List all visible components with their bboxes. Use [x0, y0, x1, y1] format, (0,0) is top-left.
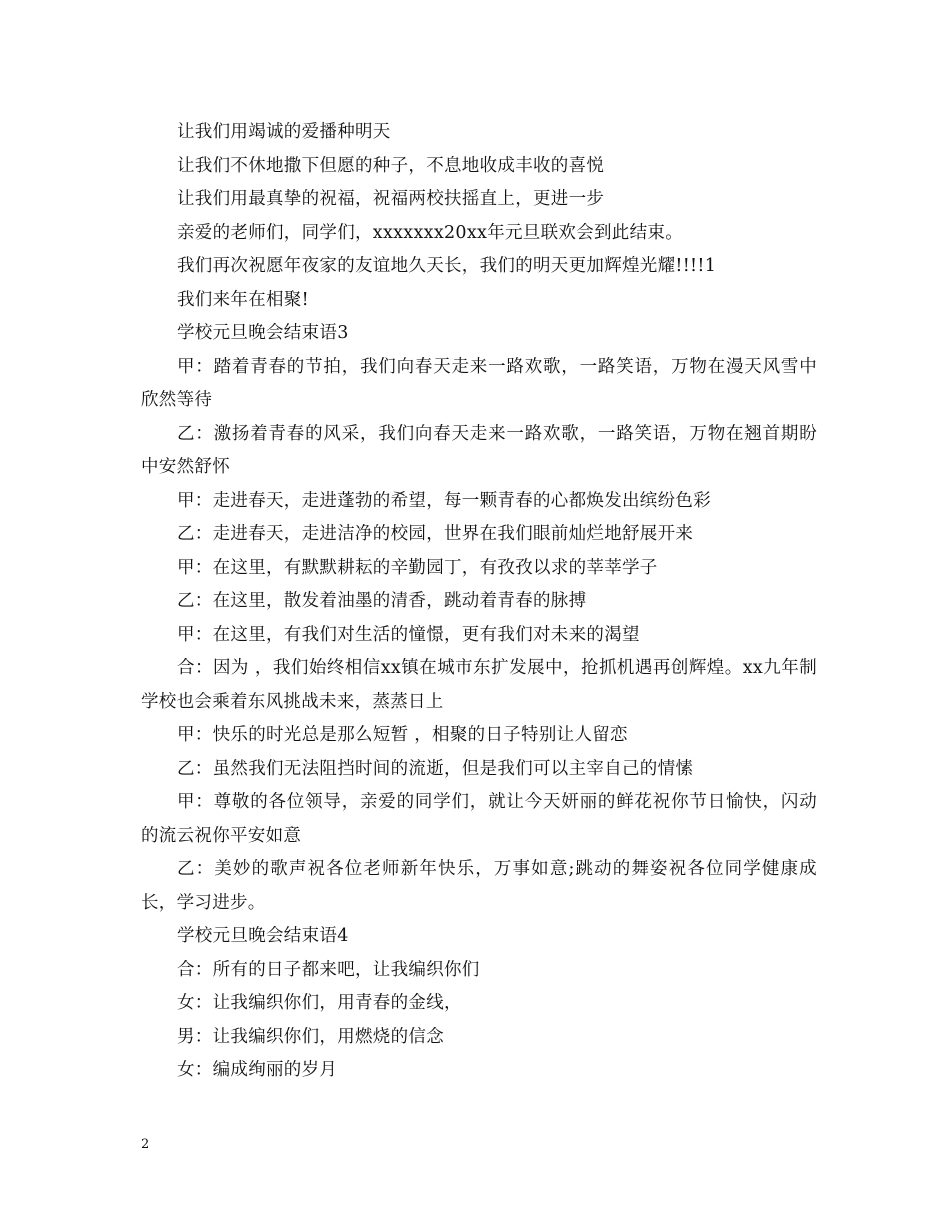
paragraph: 乙：虽然我们无法阻挡时间的流逝，但是我们可以主宰自己的情愫 — [177, 758, 694, 779]
paragraph: 男：让我编织你们，用燃烧的信念 — [177, 1026, 444, 1047]
paragraph: 甲：在这里，有我们对生活的憧憬，更有我们对未来的渴望 — [177, 624, 640, 645]
paragraph: 甲：走进春天，走进蓬勃的希望，每一颗青春的心都焕发出缤纷色彩 — [177, 490, 711, 511]
paragraph: 甲：快乐的时光总是那么短暂 ，相聚的日子特别让人留恋 — [177, 725, 628, 745]
paragraph: 我们再次祝愿年夜家的友谊地久天长，我们的明天更加辉煌光耀!!!!1 — [177, 256, 717, 276]
section-heading: 学校元旦晚会结束语4 — [177, 926, 349, 946]
paragraph: 甲：踏着青春的节拍，我们向春天走来一路欢歌，一路笑语，万物在漫天风雪中欣然等待 — [141, 356, 817, 410]
document-body — [141, 116, 817, 1088]
paragraph: 女：让我编织你们，用青春的金线， — [177, 993, 462, 1013]
paragraph: 合：所有的日子都来吧，让我编织你们 — [177, 959, 480, 980]
paragraph: 我们来年在相聚! — [177, 289, 309, 310]
paragraph: 合：因为 ，我们始终相信xx镇在城市东扩发展中，抢抓机遇再创辉煌。xx九年制学校也会乘着东风挑战未来，蒸蒸日上 — [141, 658, 817, 712]
paragraph: 乙：在这里，散发着油墨的清香，跳动着青春的脉搏 — [177, 591, 587, 611]
paragraph: 让我们不休地撒下但愿的种子，不息地收成丰收的喜悦 — [177, 155, 605, 176]
paragraph: 亲爱的老师们，同学们，xxxxxxx20xx年元旦联欢会到此结束。 — [177, 222, 683, 243]
page-number: 2 — [141, 1137, 150, 1152]
section-heading: 学校元旦晚会结束语3 — [177, 323, 349, 343]
paragraph: 甲：尊敬的各位领导，亲爱的同学们，就让今天妍丽的鲜花祝你节日愉快，闪动的流云祝你平安如意 — [141, 792, 817, 846]
paragraph: 乙：走进春天，走进洁净的校园，世界在我们眼前灿烂地舒展开来 — [177, 524, 694, 544]
paragraph: 女：编成绚丽的岁月 — [177, 1060, 338, 1080]
paragraph: 甲：在这里，有默默耕耘的辛勤园丁，有孜孜以求的莘莘学子 — [177, 557, 658, 578]
paragraph: 乙：美妙的歌声祝各位老师新年快乐，万事如意;跳动的舞姿祝各位同学健康成长，学习进步。 — [141, 859, 817, 913]
paragraph: 乙：激扬着青春的风采，我们向春天走来一路欢歌，一路笑语，万物在翘首期盼中安然舒怀 — [141, 423, 817, 477]
paragraph: 让我们用竭诚的爱播种明天 — [177, 122, 391, 142]
paragraph: 让我们用最真挚的祝福，祝福两校扶摇直上，更进一步 — [177, 189, 605, 209]
